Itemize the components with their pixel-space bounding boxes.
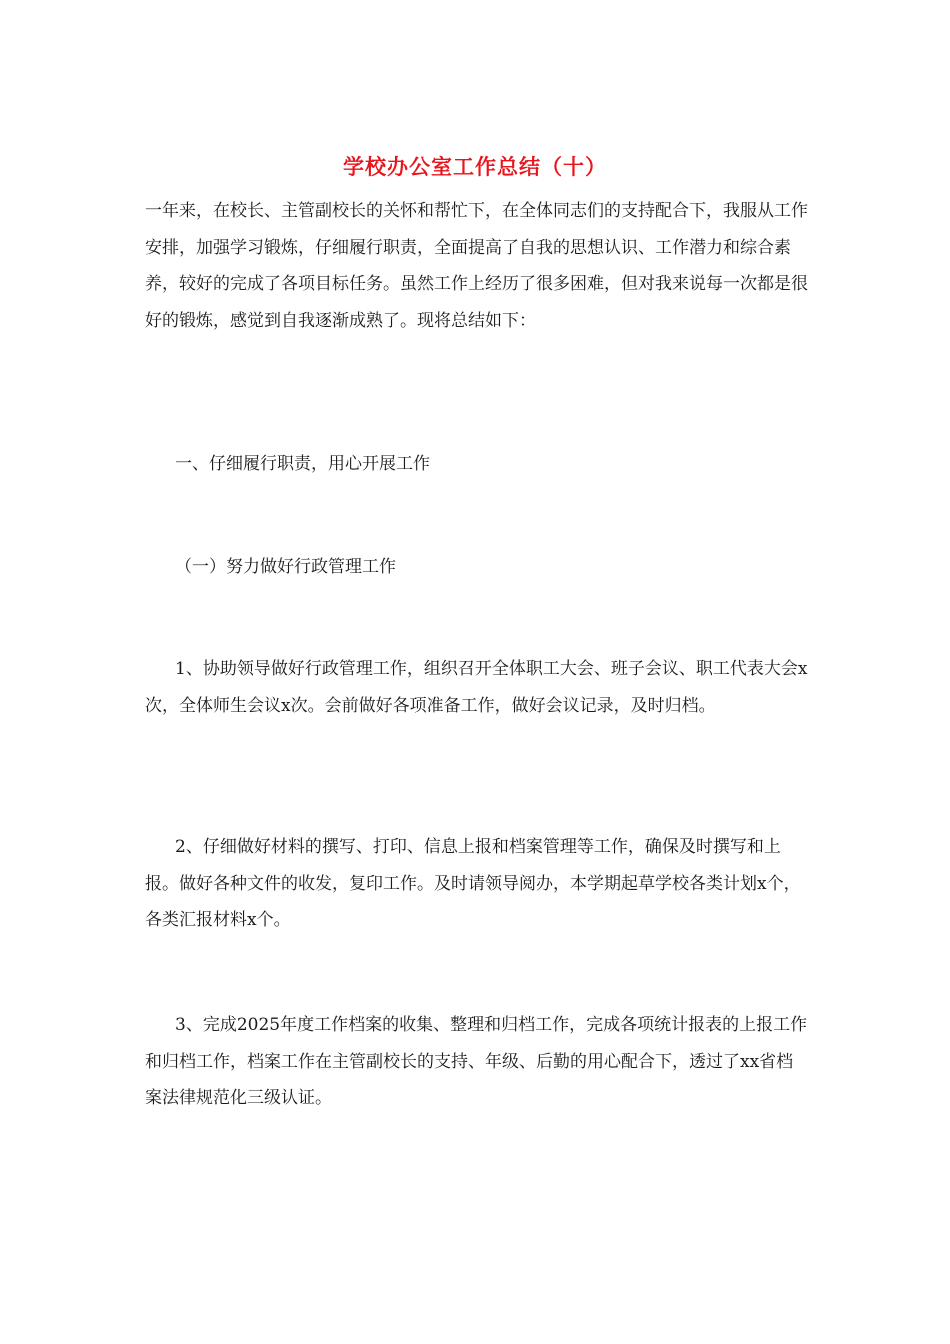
item-paragraph-1: 1、协助领导做好行政管理工作，组织召开全体职工大会、班子会议、职工代表大会x次，全体师生会议x次。会前做好各项准备工作，做好会议记录，及时归档。	[145, 659, 808, 716]
document-title: 学校办公室工作总结（十）	[343, 154, 607, 179]
intro-paragraph: 一年来，在校长、主管副校长的关怀和帮忙下，在全体同志们的支持配合下，我服从工作安排，加强学习锻炼，仔细履行职责，全面提高了自我的思想认识、工作潜力和综合素养，较好的完成了各项目标任务。虽然工作上经历了很多困难，但对我来说每一次都是很好的锻炼，感觉到自我逐渐成熟了。现将总结如下：	[145, 201, 808, 331]
item-paragraph-2: 2、仔细做好材料的撰写、打印、信息上报和档案管理等工作，确保及时撰写和上报。做好各种文件的收发，复印工作。及时请领导阅办，本学期起草学校各类计划x个，各类汇报材料x个。	[145, 837, 801, 930]
subsection-heading: （一）努力做好行政管理工作	[175, 557, 396, 577]
section-heading: 一、仔细履行职责，用心开展工作	[175, 454, 430, 474]
item-paragraph-3: 3、完成2025年度工作档案的收集、整理和归档工作，完成各项统计报表的上报工作和归档工作，档案工作在主管副校长的支持、年级、后勤的用心配合下，透过了xx省档案法律规范化三级认证。	[145, 1015, 808, 1108]
